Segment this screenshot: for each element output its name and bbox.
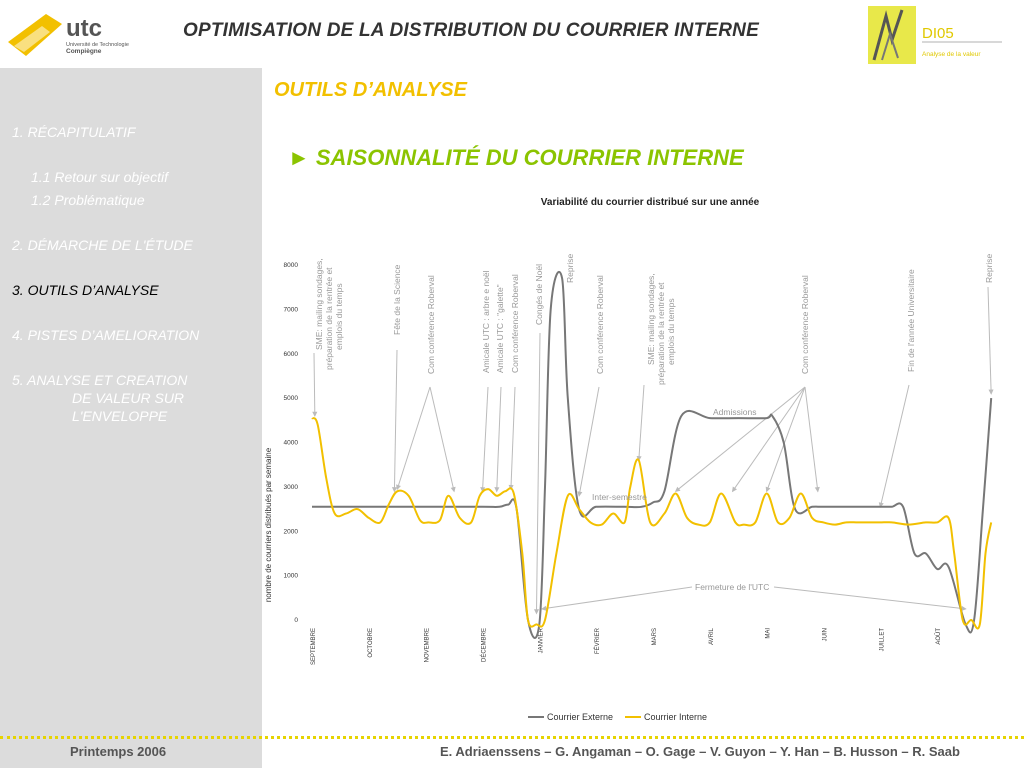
annotation-arrow bbox=[430, 387, 454, 491]
y-tick-label: 8000 bbox=[283, 262, 298, 269]
presentation-title: OPTIMISATION DE LA DISTRIBUTION DU COURRIER INTERNE bbox=[183, 20, 759, 41]
utc-logo-text: utc bbox=[66, 15, 102, 42]
x-tick-label: MAI bbox=[765, 628, 772, 639]
sidebar-item-line: L'ENVELOPPE bbox=[72, 408, 168, 424]
annotation-arrowhead bbox=[535, 610, 538, 614]
annotation-arrowhead bbox=[766, 487, 769, 491]
annotation-label: emplois du temps bbox=[666, 298, 676, 365]
annotation-arrow bbox=[397, 387, 430, 489]
utc-logo bbox=[6, 10, 146, 62]
annotation-label: Com conférence Roberval bbox=[510, 274, 520, 373]
footer-divider bbox=[0, 736, 1024, 739]
chart-title: Variabilité du courrier distribué sur une année bbox=[540, 197, 760, 208]
annotation-arrowhead bbox=[578, 492, 581, 496]
annotation-arrow bbox=[314, 353, 315, 416]
annotation-label: Amicale UTC : arbre e noël bbox=[481, 270, 491, 373]
utc-logo-line2: Compiègne bbox=[66, 48, 102, 55]
x-tick-label: AVRIL bbox=[708, 628, 715, 645]
annotation-arrowhead bbox=[393, 488, 396, 492]
annotation-arrow bbox=[639, 385, 644, 460]
annotation-label: Reprise bbox=[984, 253, 994, 283]
x-tick-label: MARS bbox=[652, 628, 658, 646]
sidebar-item-analyse-creation[interactable] bbox=[12, 371, 252, 425]
annotation-label: Reprise bbox=[565, 253, 575, 283]
sidebar-nav bbox=[0, 68, 262, 740]
annotation-arrowhead bbox=[495, 488, 498, 492]
y-tick-label: 2000 bbox=[283, 528, 298, 536]
annotation-arrow bbox=[511, 387, 515, 489]
di05-logo bbox=[868, 6, 1008, 66]
x-tick-label: DÉCEMBRE bbox=[481, 628, 488, 663]
y-tick-label: 1000 bbox=[283, 572, 298, 580]
annotation-label: Congés de Noël bbox=[534, 264, 544, 325]
y-tick-label: 7000 bbox=[283, 306, 298, 314]
x-tick-label: NOVEMBRE bbox=[424, 628, 431, 663]
annotation-arrow bbox=[497, 387, 501, 491]
annotation-label: Fête de la Science bbox=[392, 264, 402, 335]
y-axis-label: nombre de courriers distribués par semaine bbox=[264, 447, 273, 603]
footer-date: Printemps 2006 bbox=[70, 744, 167, 759]
sidebar-item-line: 5. ANALYSE ET CREATION bbox=[12, 372, 188, 388]
x-tick-label: JUILLET bbox=[879, 628, 886, 652]
annotation-label: Fin de l'année Universitaire bbox=[906, 269, 916, 372]
x-tick-label: JANVIER bbox=[538, 628, 545, 654]
slide-subtitle: ► SAISONNALITÉ DU COURRIER INTERNE bbox=[288, 145, 744, 170]
annotation-arrow bbox=[988, 287, 991, 394]
y-tick-label: 6000 bbox=[283, 350, 298, 358]
annotation-arrow bbox=[579, 387, 599, 496]
annotation-label: Inter-semestre bbox=[592, 492, 647, 502]
annotation-arrow bbox=[880, 385, 909, 507]
x-tick-label: AOÛT bbox=[936, 628, 943, 645]
annotation-arrowhead bbox=[452, 487, 455, 491]
annotation-label: Com conférence Roberval bbox=[595, 275, 605, 374]
annotation-arrowhead bbox=[313, 412, 316, 416]
annotation-arrow bbox=[394, 350, 397, 491]
chart-legend bbox=[528, 712, 707, 722]
sidebar-item-pistes[interactable]: 4. PISTES D’AMELIORATION bbox=[12, 327, 200, 343]
x-tick-label: OCTOBRE bbox=[367, 628, 374, 658]
annotation-label: Com conférence Roberval bbox=[800, 275, 810, 374]
annotation-arrow bbox=[805, 387, 818, 491]
annotation-arrow bbox=[483, 387, 489, 491]
annotation-label: SME: mailing sondages, bbox=[646, 273, 656, 365]
y-tick-label: 4000 bbox=[283, 439, 298, 447]
annotation-label: préparation de la rentrée et bbox=[324, 267, 334, 370]
annotation-label: Fermeture de l'UTC bbox=[695, 582, 770, 592]
legend-label-externe: Courrier Externe bbox=[547, 712, 614, 722]
annotation-arrowhead bbox=[733, 487, 736, 491]
y-tick-label: 5000 bbox=[283, 395, 298, 403]
sidebar-item-demarche[interactable]: 2. DÉMARCHE DE L'ÉTUDE bbox=[12, 237, 193, 253]
annotation-arrow bbox=[536, 333, 540, 613]
annotation-arrowhead bbox=[816, 488, 819, 492]
annotation-arrow bbox=[774, 587, 966, 609]
annotation-label: préparation de la rentrée et bbox=[656, 282, 666, 385]
x-tick-label: SEPTEMBRE bbox=[311, 628, 317, 666]
x-tick-label: JUIN bbox=[822, 628, 829, 642]
sidebar-item-recapitulatif[interactable]: 1. RÉCAPITULATIF bbox=[12, 124, 136, 140]
utc-logo-line1: Université de Technologie bbox=[66, 42, 129, 48]
annotation-arrow bbox=[733, 387, 805, 491]
di05-logo-text: DI05 bbox=[922, 25, 954, 42]
section-title: OUTILS D’ANALYSE bbox=[274, 79, 467, 101]
di05-logo-tagline: Analyse de la valeur bbox=[922, 51, 981, 58]
annotation-label: SME: mailing sondages, bbox=[314, 258, 324, 350]
sidebar-item-outils-analyse[interactable]: 3. OUTILS D’ANALYSE bbox=[12, 282, 159, 298]
annotation-arrowhead bbox=[542, 607, 546, 610]
annotation-label: Amicale UTC : "galette" bbox=[495, 284, 505, 373]
annotation-arrowhead bbox=[989, 390, 992, 394]
annotation-arrowhead bbox=[397, 485, 400, 489]
y-tick-label: 0 bbox=[294, 617, 298, 624]
annotation-label: emplois du temps bbox=[334, 283, 344, 350]
sidebar-item-retour-objectif[interactable]: 1.1 Retour sur objectif bbox=[31, 169, 168, 185]
sidebar-item-line: DE VALEUR SUR bbox=[72, 390, 185, 406]
y-tick-label: 3000 bbox=[283, 483, 298, 491]
annotation-label: Com conférence Roberval bbox=[426, 275, 436, 374]
annotation-label: Admissions bbox=[713, 407, 757, 417]
series-line-courrier-interne bbox=[312, 418, 991, 628]
annotation-arrow bbox=[542, 587, 692, 609]
sidebar-item-problematique[interactable]: 1.2 Problématique bbox=[31, 192, 145, 208]
footer-authors: E. Adriaenssens – G. Angaman – O. Gage – V. Guyon – Y. Han – B. Husson – R. Saab bbox=[440, 744, 960, 759]
annotation-arrowhead bbox=[962, 607, 966, 610]
legend-label-interne: Courrier Interne bbox=[644, 712, 708, 722]
seasonality-chart bbox=[262, 235, 1024, 730]
x-tick-label: FÉVRIER bbox=[595, 628, 602, 655]
